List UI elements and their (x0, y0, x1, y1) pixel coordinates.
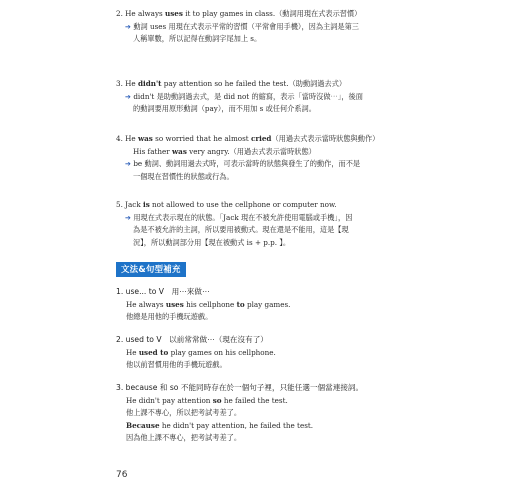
text-run: He always (126, 299, 166, 309)
explanation-line (116, 21, 416, 34)
text-run: be 動詞、動詞用過去式時，可表示當時的狀態與發生了的動作，而不是 (133, 159, 361, 168)
text-run: 5. Jack (116, 200, 143, 209)
bold-keyword: Because (126, 420, 160, 430)
sentence-line (116, 8, 416, 21)
bold-keyword: was (137, 134, 153, 143)
arrow-icon: ➔ (125, 212, 134, 222)
bold-keyword: so (212, 395, 222, 405)
sentence-line (116, 78, 416, 91)
text-run: He (126, 347, 139, 357)
text-run: （用過去式表示當時狀態與動作） (271, 134, 380, 143)
text-run: very angry.（用過去式表示當時狀態） (186, 146, 316, 156)
answer-item-5 (116, 199, 416, 249)
text-run: 為是不被允許的主詞，所以要用被動式。現在還是不能用，這是【現 (133, 225, 349, 234)
text-run: play games on his cellphone. (168, 347, 276, 357)
answer-item-3 (116, 78, 416, 116)
text-run: 3. He (116, 79, 138, 88)
example-line (116, 407, 416, 420)
text-run: He didn't pay attention (126, 395, 213, 405)
bold-keyword: is (142, 200, 150, 209)
grammar-point-heading: 1. use... to V 用⋯來做⋯ (116, 287, 210, 296)
example-line (116, 311, 416, 324)
text-run: 2. He always (116, 9, 166, 18)
explanation-continuation (116, 103, 416, 116)
answer-item-4 (116, 133, 416, 183)
text-run: his cellphone (183, 299, 237, 309)
text-run: 一個現在習慣性的狀態或行為。 (133, 171, 234, 181)
text-run: 況】，所以動詞部分用【現在被動式 is + p.p. 】。 (133, 237, 291, 247)
text-run: he didn't pay attention, he failed the test. (159, 420, 314, 430)
text-run: 因為他上課不專心，把考試考差了。 (126, 433, 242, 442)
explanation-continuation (116, 171, 416, 184)
grammar-supplement-banner: 文法&句型補充 (116, 262, 186, 277)
text-run: 的動詞要用原形動詞（pay），而不用加 s 或任何介系詞。 (133, 104, 316, 113)
explanation-continuation (116, 33, 416, 46)
answer-item-2 (116, 8, 416, 46)
sentence-line (116, 146, 416, 159)
text-run: 4. He (116, 134, 138, 143)
text-run: 他總是用他的手機玩遊戲。 (126, 312, 213, 321)
text-run: it to play games in class.（動詞用現在式表示習慣） (182, 9, 362, 18)
explanation-line (116, 91, 416, 104)
example-line (116, 432, 416, 445)
explanation-continuation (116, 224, 416, 237)
text-run: he failed the test. (221, 395, 288, 405)
explanation-continuation (116, 237, 416, 250)
explanation-line (116, 158, 416, 171)
bold-keyword: to (236, 299, 245, 309)
bold-keyword: uses (165, 9, 183, 18)
grammar-section-3 (116, 382, 416, 445)
example-line (116, 395, 416, 408)
sentence-line (116, 133, 416, 146)
sentence-line (116, 199, 416, 212)
arrow-icon: ➔ (125, 159, 134, 168)
text-run: play games. (244, 299, 291, 309)
example-line (116, 420, 416, 433)
text-run: so worried that he almost (152, 134, 251, 143)
page-number: 76 (116, 470, 128, 480)
example-line (116, 347, 416, 360)
example-line (116, 299, 416, 312)
grammar-section-2 (116, 334, 416, 372)
bold-keyword: cried (250, 134, 272, 143)
text-run: pay attention so he failed the test.（助動詞過去式） (161, 79, 347, 88)
grammar-point-heading: 3. because 和 so 不能同時存在於一個句子裡，只能任選一個當連接詞。 (116, 383, 364, 392)
grammar-section-1 (116, 286, 416, 324)
grammar-point-heading: 2. used to V 以前常常做⋯（現在沒有了） (116, 335, 268, 344)
text-run: His father (133, 146, 172, 156)
text-run: 他以前習慣用他的手機玩遊戲。 (126, 360, 227, 369)
arrow-icon: ➔ (125, 21, 134, 31)
bold-keyword: was (171, 146, 187, 156)
text-run: 動詞 uses 用現在式表示平常的習慣（平常會用手機），因為主詞是第三 (133, 21, 359, 31)
bold-keyword: didn't (137, 79, 162, 88)
bold-keyword: used to (138, 347, 169, 357)
example-line (116, 359, 416, 372)
arrow-icon: ➔ (125, 91, 134, 101)
text-run: not allowed to use the cellphone or computer now. (149, 200, 337, 209)
text-run: 他上課不專心，所以把考試考差了。 (126, 408, 242, 417)
text-run: 用現在式表示現在的狀態。「Jack 現在不被允許使用電腦或手機」，因 (133, 212, 353, 222)
text-run: 人稱單數，所以記得在動詞字尾加上 s。 (133, 34, 262, 43)
bold-keyword: uses (165, 299, 184, 309)
text-run: didn't 是助動詞過去式，是 did not 的縮寫，表示「當時沒做⋯」，後面 (133, 91, 363, 101)
explanation-line (116, 212, 416, 225)
